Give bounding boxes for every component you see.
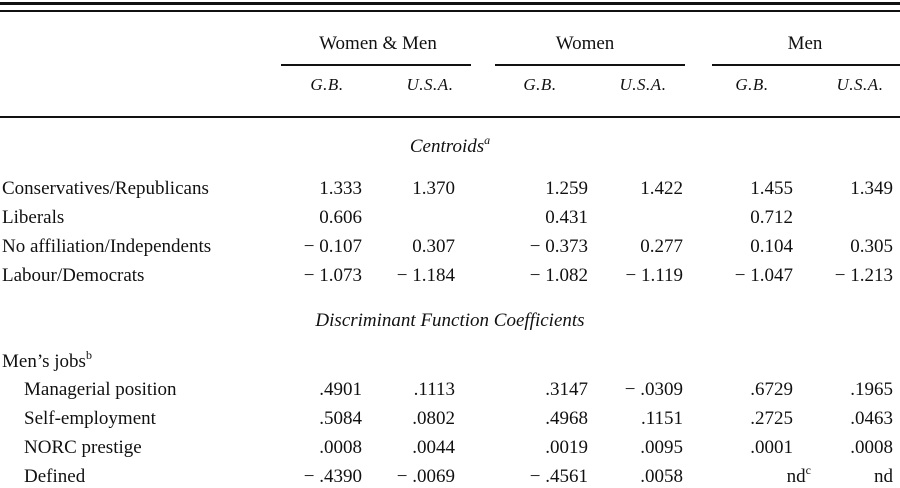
header-bottom-rule bbox=[0, 116, 900, 118]
mens-jobs-label: Men’s jobs bbox=[2, 351, 86, 372]
cell-value: .1151 bbox=[640, 408, 683, 429]
table-cell bbox=[345, 178, 455, 200]
centroids-title: Centroids bbox=[409, 136, 485, 157]
table-cell bbox=[478, 236, 588, 258]
sub-column-header: G.B. bbox=[310, 75, 344, 94]
cell-value: − 0.373 bbox=[529, 236, 588, 257]
table-cell bbox=[345, 236, 455, 258]
cell-value: .3147 bbox=[545, 379, 588, 400]
cell-value: .1965 bbox=[850, 379, 893, 400]
cell-value: − 1.184 bbox=[396, 265, 455, 286]
cell-value: .0019 bbox=[545, 437, 588, 458]
cell-value: − .0069 bbox=[396, 466, 455, 487]
table-cell bbox=[683, 178, 793, 200]
top-rule-thick bbox=[0, 2, 900, 5]
row-label-mens-jobs bbox=[2, 347, 92, 373]
cell-value: 1.370 bbox=[412, 178, 455, 199]
table-cell bbox=[478, 207, 588, 229]
table-cell bbox=[783, 178, 893, 200]
cell-value: .1113 bbox=[413, 379, 455, 400]
table-cell bbox=[478, 265, 588, 287]
table-cell bbox=[345, 437, 455, 459]
cell-value: 1.259 bbox=[545, 178, 588, 199]
cell-value: 0.431 bbox=[545, 207, 588, 228]
cell-value: .0008 bbox=[850, 437, 893, 458]
row-label: Labour/Democrats bbox=[2, 265, 145, 286]
column-group-rule bbox=[712, 64, 900, 66]
table-cell bbox=[478, 466, 588, 488]
cell-value: − 1.213 bbox=[834, 265, 893, 286]
cell-value: 0.307 bbox=[412, 236, 455, 257]
cell-value: − .4561 bbox=[529, 466, 588, 487]
column-group-header: Men bbox=[787, 33, 823, 54]
table-cell bbox=[573, 408, 683, 430]
column-group-rule bbox=[281, 64, 471, 66]
row-label: Self-employment bbox=[24, 408, 156, 429]
cell-value: 0.712 bbox=[750, 207, 793, 228]
cell-value: .4968 bbox=[545, 408, 588, 429]
row-label: Liberals bbox=[2, 207, 65, 228]
cell-value: .5084 bbox=[319, 408, 362, 429]
sub-column-header: G.B. bbox=[523, 75, 557, 94]
cell-value: .2725 bbox=[750, 408, 793, 429]
table-cell bbox=[783, 437, 893, 459]
cell-value: nd bbox=[786, 466, 806, 487]
cell-value: .0095 bbox=[640, 437, 683, 458]
row-label: Defined bbox=[24, 466, 86, 487]
table-cell bbox=[345, 466, 455, 488]
table-cell bbox=[573, 236, 683, 258]
cell-value: − .0309 bbox=[624, 379, 683, 400]
cell-value: .0058 bbox=[640, 466, 683, 487]
table-cell bbox=[783, 466, 893, 488]
table-cell bbox=[783, 236, 893, 258]
column-group-rule bbox=[495, 64, 685, 66]
table-cell bbox=[783, 265, 893, 287]
cell-value: − 1.119 bbox=[625, 265, 683, 286]
table-cell bbox=[683, 379, 793, 401]
table-cell bbox=[783, 408, 893, 430]
column-group-header: Women bbox=[555, 33, 615, 54]
cell-value: 1.333 bbox=[319, 178, 362, 199]
table-cell bbox=[573, 265, 683, 287]
table-cell bbox=[683, 236, 793, 258]
sub-column-header: G.B. bbox=[735, 75, 769, 94]
cell-value: .6729 bbox=[750, 379, 793, 400]
table-cell bbox=[573, 466, 683, 488]
column-group-header: Women & Men bbox=[319, 33, 437, 54]
cell-value: 1.349 bbox=[850, 178, 893, 199]
table-cell bbox=[573, 437, 683, 459]
table-cell bbox=[252, 207, 362, 229]
cell-value: .0463 bbox=[850, 408, 893, 429]
footnote-marker: b bbox=[85, 347, 92, 362]
table-cell bbox=[478, 379, 588, 401]
cell-value: − 0.107 bbox=[303, 236, 362, 257]
table-cell bbox=[683, 437, 793, 459]
sub-column-header: U.S.A. bbox=[619, 75, 667, 94]
cell-value: 0.104 bbox=[750, 236, 793, 257]
cell-value: 1.455 bbox=[750, 178, 793, 199]
cell-value: 0.277 bbox=[640, 236, 683, 257]
cell-value: nd bbox=[874, 466, 893, 487]
row-label: No affiliation/Independents bbox=[2, 236, 212, 257]
table-cell bbox=[683, 265, 793, 287]
footnote-marker: a bbox=[484, 132, 491, 147]
section-title-centroids bbox=[250, 132, 650, 158]
table-cell bbox=[345, 379, 455, 401]
cell-value: − .4390 bbox=[303, 466, 362, 487]
table-cell bbox=[783, 379, 893, 401]
row-label: Conservatives/Republicans bbox=[2, 178, 209, 199]
footnote-marker: c bbox=[805, 462, 811, 477]
cell-value: − 1.082 bbox=[529, 265, 588, 286]
cell-value: 1.422 bbox=[640, 178, 683, 199]
table-cell bbox=[478, 178, 588, 200]
cell-value: .4901 bbox=[319, 379, 362, 400]
table-cell bbox=[345, 408, 455, 430]
cell-value: − 1.073 bbox=[303, 265, 362, 286]
cell-value: .0008 bbox=[319, 437, 362, 458]
sub-column-header: U.S.A. bbox=[836, 75, 884, 94]
cell-value: .0044 bbox=[412, 437, 455, 458]
cell-value: .0001 bbox=[750, 437, 793, 458]
cell-value: 0.606 bbox=[319, 207, 362, 228]
table-cell bbox=[478, 437, 588, 459]
row-label: NORC prestige bbox=[24, 437, 142, 458]
cell-value: 0.305 bbox=[850, 236, 893, 257]
table-cell bbox=[573, 379, 683, 401]
table-cell bbox=[683, 408, 793, 430]
row-label: Managerial position bbox=[24, 379, 177, 400]
table-cell bbox=[683, 207, 793, 229]
cell-value: .0802 bbox=[412, 408, 455, 429]
table-cell bbox=[345, 265, 455, 287]
table-cell bbox=[478, 408, 588, 430]
cell-value: − 1.047 bbox=[734, 265, 793, 286]
top-rule-thin bbox=[0, 10, 900, 12]
section-title-dfc: Discriminant Function Coefficients bbox=[315, 310, 585, 331]
sub-column-header: U.S.A. bbox=[406, 75, 454, 94]
table-cell bbox=[573, 178, 683, 200]
